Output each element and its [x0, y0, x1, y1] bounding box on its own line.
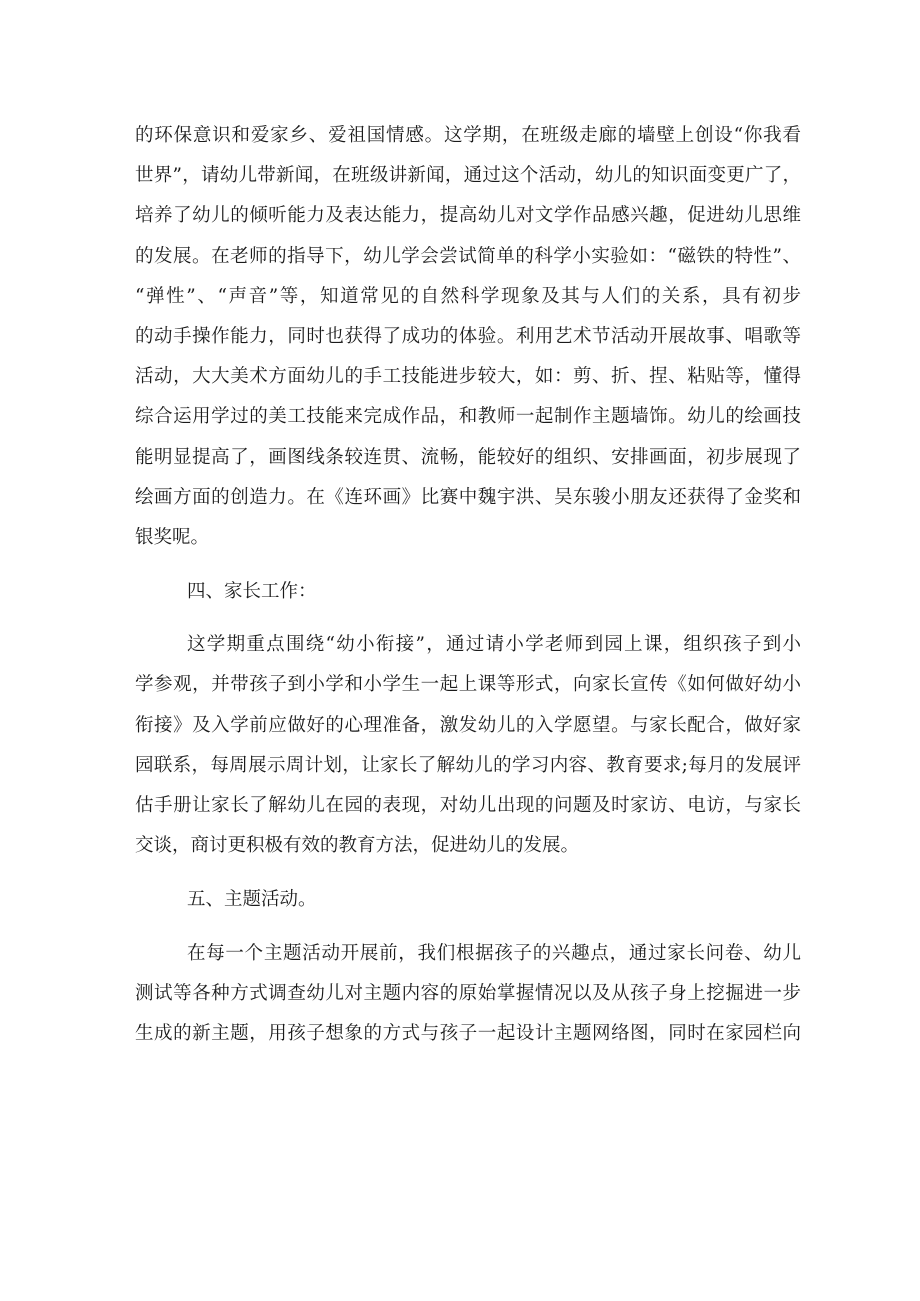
paragraph-environment-awareness — [135, 116, 801, 558]
text-line: 培养了幼儿的倾听能力及表达能力，提高幼儿对文学作品感兴趣，促进幼儿思维 — [135, 205, 801, 227]
text-line: 衔接》及入学前应做好的心理准备，激发幼儿的入学愿望。与家长配合，做好家 — [135, 714, 801, 736]
section-heading-parent-work: 四、家长工作： — [187, 580, 317, 602]
text-line: 测试等各种方式调查幼儿对主题内容的原始掌握情况以及从孩子身上挖掘进一步 — [135, 982, 801, 1004]
text-line: 绘画方面的创造力。在《连环画》比赛中魏宇洪、吴东骏小朋友还获得了金奖和 — [135, 486, 801, 508]
text-line: 的环保意识和爱家乡、爱祖国情感。这学期，在班级走廊的墙壁上创设“你我看 — [135, 125, 801, 146]
paragraph-parent-work — [135, 625, 801, 866]
text-line: 银奖呢。 — [135, 526, 210, 548]
text-line: 生成的新主题，用孩子想象的方式与孩子一起设计主题网络图，同时在家园栏向 — [135, 1022, 801, 1044]
text-line: 在每一个主题活动开展前，我们根据孩子的兴趣点，通过家长问卷、幼儿 — [187, 942, 801, 964]
text-line: 交谈，商讨更积极有效的教育方法，促进幼儿的发展。 — [135, 835, 580, 857]
text-line: “弹性”、“声音”等，知道常见的自然科学现象及其与人们的关系，具有初步 — [135, 285, 801, 307]
text-line: 这学期重点围绕“幼小衔接”，通过请小学老师到园上课，组织孩子到小 — [187, 634, 801, 656]
paragraph-theme-activities — [135, 934, 801, 1055]
text-line: 的发展。在老师的指导下，幼儿学会尝试简单的科学小实验如：“磁铁的特性”、 — [135, 245, 801, 267]
section-heading-theme-activities: 五、主题活动。 — [187, 888, 317, 910]
text-line: 活动，大大美术方面幼儿的手工技能进步较大，如：剪、折、捏、粘贴等，懂得 — [135, 366, 801, 388]
text-line: 综合运用学过的美工技能来完成作品，和教师一起制作主题墙饰。幼儿的绘画技 — [135, 406, 801, 428]
text-line: 世界”，请幼儿带新闻，在班级讲新闻，通过这个活动，幼儿的知识面变更广了， — [135, 165, 801, 187]
text-line: 的动手操作能力，同时也获得了成功的体验。利用艺术节活动开展故事、唱歌等 — [135, 325, 801, 347]
document-body — [135, 116, 801, 1054]
text-line: 能明显提高了，画图线条较连贯、流畅，能较好的组织、安排画面，初步展现了 — [135, 446, 801, 468]
text-line: 园联系，每周展示周计划，让家长了解幼儿的学习内容、教育要求;每月的发展评 — [135, 754, 801, 776]
text-line: 学参观，并带孩子到小学和小学生一起上课等形式，向家长宣传《如何做好幼小 — [135, 674, 801, 696]
text-line: 估手册让家长了解幼儿在园的表现，对幼儿出现的问题及时家访、电访，与家长 — [135, 795, 801, 816]
